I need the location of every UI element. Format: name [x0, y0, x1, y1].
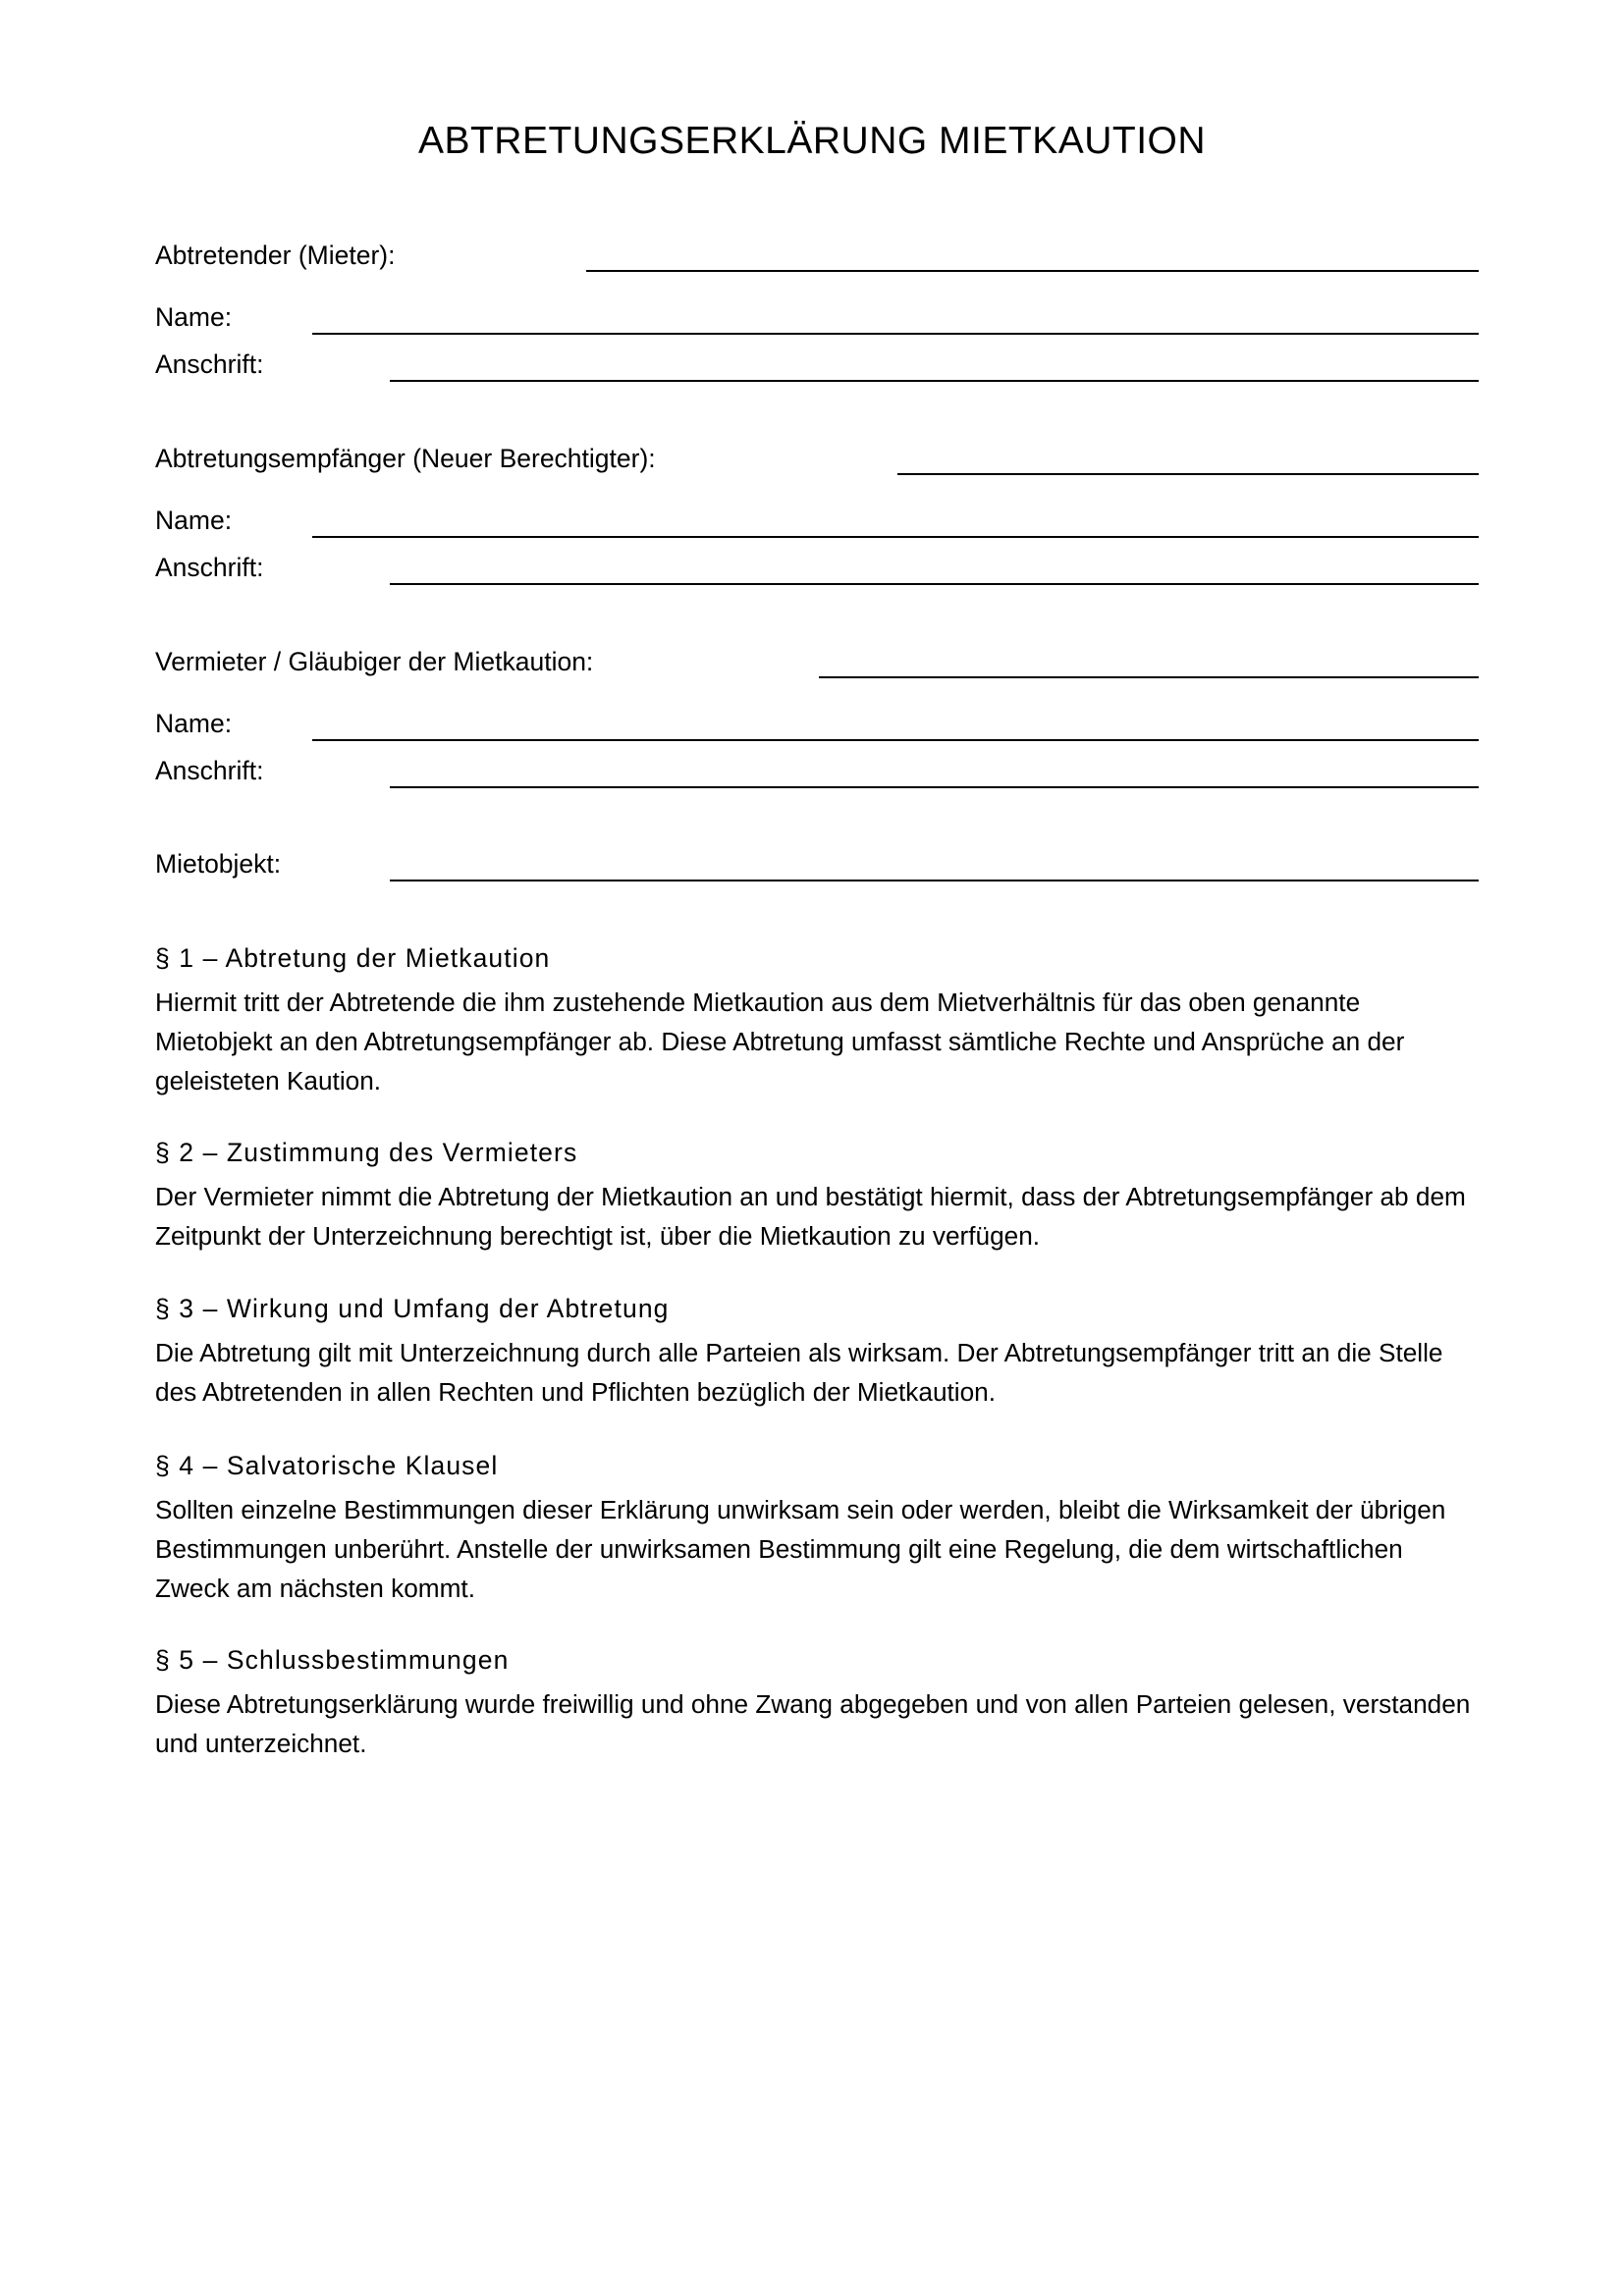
section-2-text: Der Vermieter nimmt die Abtretung der Mietkaution an und bestätigt hiermit, dass der Abtretungsempfänger ab dem Zeitpunkt der Unterzeichnung berechtigt ist, über die Mietkaution zu verfügen.: [155, 1182, 1466, 1251]
abtretender-name-field[interactable]: [312, 333, 1479, 335]
section-4-text: Sollten einzelne Bestimmungen dieser Erklärung unwirksam sein oder werden, bleibt die Wirksamkeit der übrigen Bestimmungen unberührt. Anstelle der unwirksamen Bestimmung gilt eine Regelung, die dem wirtschaftlichen Zweck am nächsten kommt.: [155, 1495, 1446, 1603]
section-3-text: Die Abtretung gilt mit Unterzeichnung durch alle Parteien als wirksam. Der Abtretungsempfänger tritt an die Stelle des Abtretenden in allen Rechten und Pflichten bezüglich der Mietkaution.: [155, 1338, 1443, 1407]
section-5-text: Diese Abtretungserklärung wurde freiwillig und ohne Zwang abgegeben und von allen Parteien gelesen, verstanden und unterzeichnet.: [155, 1689, 1471, 1758]
abtretender-name-label: Name:: [155, 302, 233, 332]
vermieter-heading: Vermieter / Gläubiger der Mietkaution:: [155, 647, 594, 676]
vermieter-name-label: Name:: [155, 709, 233, 738]
empfaenger-name-label: Name:: [155, 506, 233, 535]
section-2-heading: § 2 – Zustimmung des Vermieters: [155, 1138, 578, 1167]
vermieter-name-field[interactable]: [312, 739, 1479, 741]
section-3-heading: § 3 – Wirkung und Umfang der Abtretung: [155, 1294, 670, 1323]
vermieter-address-label: Anschrift:: [155, 756, 264, 785]
empfaenger-heading: Abtretungsempfänger (Neuer Berechtigter):: [155, 444, 656, 473]
abtretender-field[interactable]: [586, 270, 1479, 272]
abtretender-address-label: Anschrift:: [155, 349, 264, 379]
empfaenger-field[interactable]: [897, 473, 1479, 475]
vermieter-field[interactable]: [819, 676, 1479, 678]
mietobjekt-label: Mietobjekt:: [155, 849, 282, 879]
abtretender-address-field[interactable]: [390, 380, 1479, 382]
document-title: ABTRETUNGSERKLÄRUNG MIETKAUTION: [417, 120, 1207, 162]
section-5-heading: § 5 – Schlussbestimmungen: [155, 1645, 510, 1675]
section-1-text: Hiermit tritt der Abtretende die ihm zustehende Mietkaution aus dem Mietverhältnis für das oben genannte Mietobjekt an den Abtretungsempfänger ab. Diese Abtretung umfasst sämtliche Rechte und Ansprüche an der geleisteten Kaution.: [155, 988, 1405, 1095]
section-1-heading: § 1 – Abtretung der Mietkaution: [155, 943, 551, 973]
vermieter-address-field[interactable]: [390, 786, 1479, 788]
mietobjekt-field[interactable]: [390, 880, 1479, 881]
abtretender-heading: Abtretender (Mieter):: [155, 240, 396, 270]
section-4-heading: § 4 – Salvatorische Klausel: [155, 1451, 499, 1480]
empfaenger-address-field[interactable]: [390, 583, 1479, 585]
empfaenger-address-label: Anschrift:: [155, 553, 264, 582]
empfaenger-name-field[interactable]: [312, 536, 1479, 538]
